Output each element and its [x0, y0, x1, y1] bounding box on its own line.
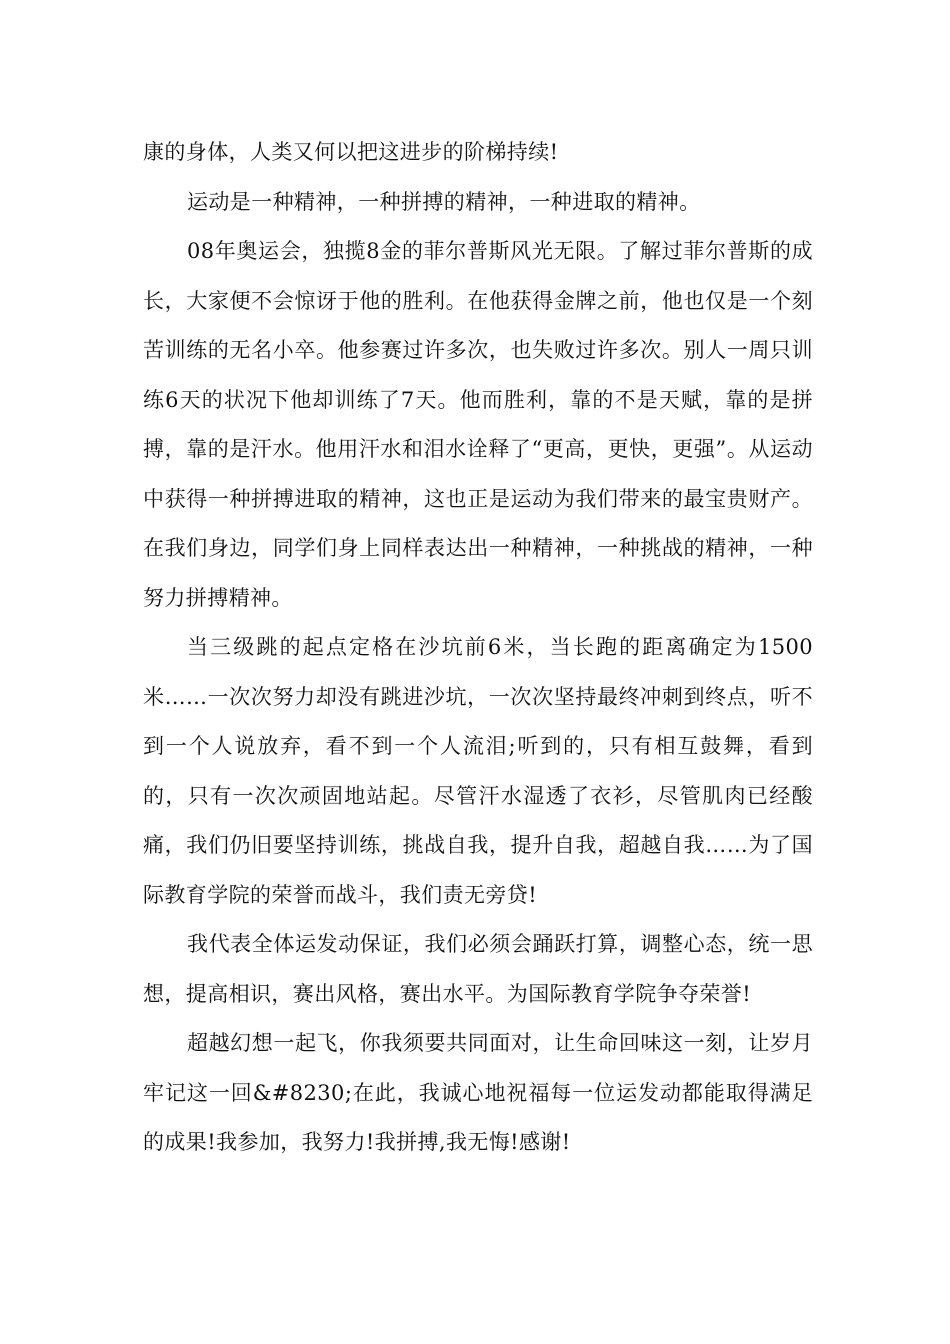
document-body	[143, 128, 813, 1168]
paragraph-3: 08年奥运会，独揽8金的菲尔普斯风光无限。了解过菲尔普斯的成长，大家便不会惊讶于他的胜利。在他获得金牌之前，他也仅是一个刻苦训练的无名小卒。他参赛过许多次，也失败过许多次。别人一周只训练6天的状况下他却训练了7天。他而胜利，靠的不是天赋，靠的是拼搏，靠的是汗水。他用汗水和泪水诠释了“更高，更快，更强”。从运动中获得一种拼搏进取的精神，这也正是运动为我们带来的最宝贵财产。在我们身边，同学们身上同样表达出一种精神，一种挑战的精神，一种努力拼搏精神。	[143, 239, 813, 610]
paragraph-4: 当三级跳的起点定格在沙坑前6米，当长跑的距离确定为1500米……一次次努力却没有跳进沙坑，一次次坚持最终冲刺到终点，听不到一个人说放弃，看不到一个人流泪;听到的，只有相互鼓舞，看到的，只有一次次顽固地站起。尽管汗水湿透了衣衫，尽管肌肉已经酸痛，我们仍旧要坚持训练，挑战自我，提升自我，超越自我……为了国际教育学院的荣誉而战斗，我们责无旁贷!	[143, 635, 813, 907]
paragraph-5: 我代表全体运发动保证，我们必须会踊跃打算，调整心态，统一思想，提高相识，赛出风格，赛出水平。为国际教育学院争夺荣誉!	[143, 932, 813, 1006]
paragraph-2: 运动是一种精神，一种拼搏的精神，一种进取的精神。	[187, 189, 701, 214]
paragraph-6: 超越幻想一起飞，你我须要共同面对，让生命回味这一刻，让岁月牢记这一回&#8230;在此，我诚心地祝福每一位运发动都能取得满足的成果!我参加，我努力!我拼搏,我无悔!感谢!	[143, 1031, 813, 1154]
paragraph-1: 康的身体，人类又何以把这进步的阶梯持续!	[143, 140, 559, 164]
